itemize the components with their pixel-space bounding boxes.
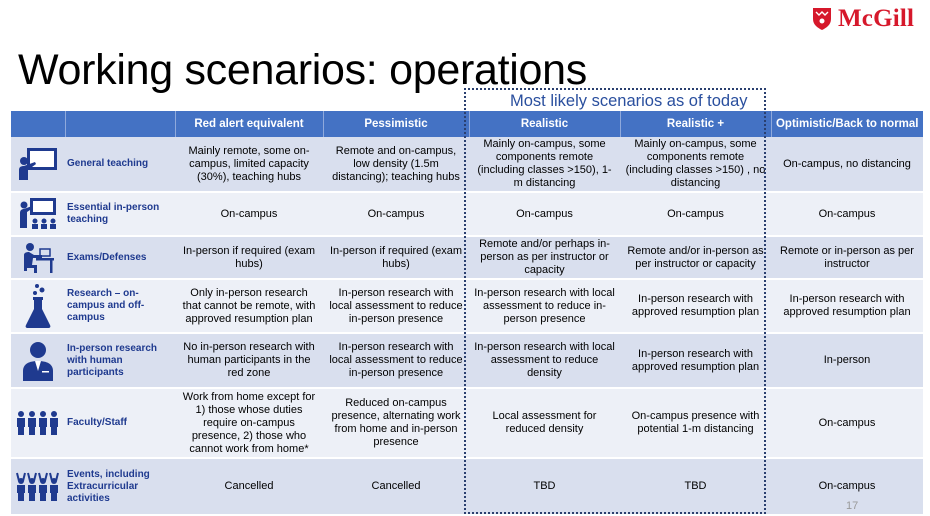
row-label: Faculty/Staff [65,388,175,458]
scenarios-table [11,111,923,516]
cell-realistic: Mainly on-campus, some components remote (including classes >150), 1-m distancing [469,137,620,192]
cell-realistic-plus: TBD [620,458,771,515]
row-label: In-person research with human participants [65,333,175,388]
cell-optimistic: In-person research with approved resumption plan [771,279,923,333]
cell-pessimistic: In-person research with local assessment to reduce in-person presence [323,333,469,388]
cell-red-alert: Only in-person research that cannot be remote, with approved resumption plan [175,279,323,333]
cell-optimistic: On-campus [771,458,923,515]
row-icon-cell [11,458,65,515]
header-realistic-plus: Realistic + [620,111,771,137]
table-row [11,388,923,458]
researcher-icon [20,341,56,381]
cell-optimistic: On-campus, no distancing [771,137,923,192]
row-label: Essential in-person teaching [65,192,175,236]
cell-red-alert: No in-person research with human participants in the red zone [175,333,323,388]
cell-optimistic: In-person [771,333,923,388]
cell-realistic: Local assessment for reduced density [469,388,620,458]
cell-realistic: TBD [469,458,620,515]
cell-realistic-plus: On-campus presence with potential 1-m distancing [620,388,771,458]
row-icon-cell [11,388,65,458]
teaching-board-icon [17,146,59,182]
header-icon-col [11,111,65,137]
logo-wordmark: McGill [838,5,915,32]
slide-title: Working scenarios: operations [18,46,587,94]
classroom-icon [18,196,58,232]
table-row [11,458,923,515]
cell-optimistic: On-campus [771,388,923,458]
cell-optimistic: Remote or in-person as per instructor [771,236,923,279]
cell-red-alert: Work from home except for 1) those whose duties require on-campus presence, 2) those who cannot work from home* [175,388,323,458]
cell-pessimistic: On-campus [323,192,469,236]
row-label: General teaching [65,137,175,192]
mcgill-logo [812,4,914,34]
cell-realistic: In-person research with local assessment to reduce in-person presence [469,279,620,333]
header-realistic: Realistic [469,111,620,137]
cell-pessimistic: In-person if required (exam hubs) [323,236,469,279]
header-optimistic: Optimistic/Back to normal [771,111,923,137]
table-row [11,192,923,236]
row-label: Events, including Extracurricular activities [65,458,175,515]
table-row [11,137,923,192]
cell-realistic: In-person research with local assessment to reduce density [469,333,620,388]
cell-realistic-plus: Remote and/or in-person as per instructor or capacity [620,236,771,279]
cell-realistic: On-campus [469,192,620,236]
crowd-icon [16,472,60,502]
crest-icon [812,7,832,31]
table-row [11,279,923,333]
cell-realistic-plus: In-person research with approved resumption plan [620,279,771,333]
row-icon-cell [11,192,65,236]
cell-red-alert: Mainly remote, some on-campus, limited capacity (30%), teaching hubs [175,137,323,192]
flask-icon [23,283,53,329]
cell-red-alert: In-person if required (exam hubs) [175,236,323,279]
cell-realistic: Remote and/or perhaps in-person as per instructor or capacity [469,236,620,279]
cell-pessimistic: Cancelled [323,458,469,515]
cell-pessimistic: Reduced on-campus presence, alternating work from home and in-person presence [323,388,469,458]
header-label-col [65,111,175,137]
table-row [11,333,923,388]
header-red-alert: Red alert equivalent [175,111,323,137]
cell-pessimistic: In-person research with local assessment to reduce in-person presence [323,279,469,333]
cell-optimistic: On-campus [771,192,923,236]
cell-pessimistic: Remote and on-campus, low density (1.5m distancing); teaching hubs [323,137,469,192]
cell-realistic-plus: On-campus [620,192,771,236]
header-pessimistic: Pessimistic [323,111,469,137]
row-label: Exams/Defenses [65,236,175,279]
row-icon-cell [11,333,65,388]
row-icon-cell [11,279,65,333]
exam-desk-icon [20,241,56,275]
staff-group-icon [16,410,60,436]
row-icon-cell [11,236,65,279]
most-likely-note: Most likely scenarios as of today [510,92,748,110]
cell-red-alert: On-campus [175,192,323,236]
cell-red-alert: Cancelled [175,458,323,515]
row-label: Research – on-campus and off-campus [65,279,175,333]
page-number: 17 [846,500,859,512]
table-row [11,236,923,279]
cell-realistic-plus: Mainly on-campus, some components remote (including classes >150) , no distancing [620,137,771,192]
row-icon-cell [11,137,65,192]
table-header-row [11,111,923,137]
cell-realistic-plus: In-person research with approved resumption plan [620,333,771,388]
